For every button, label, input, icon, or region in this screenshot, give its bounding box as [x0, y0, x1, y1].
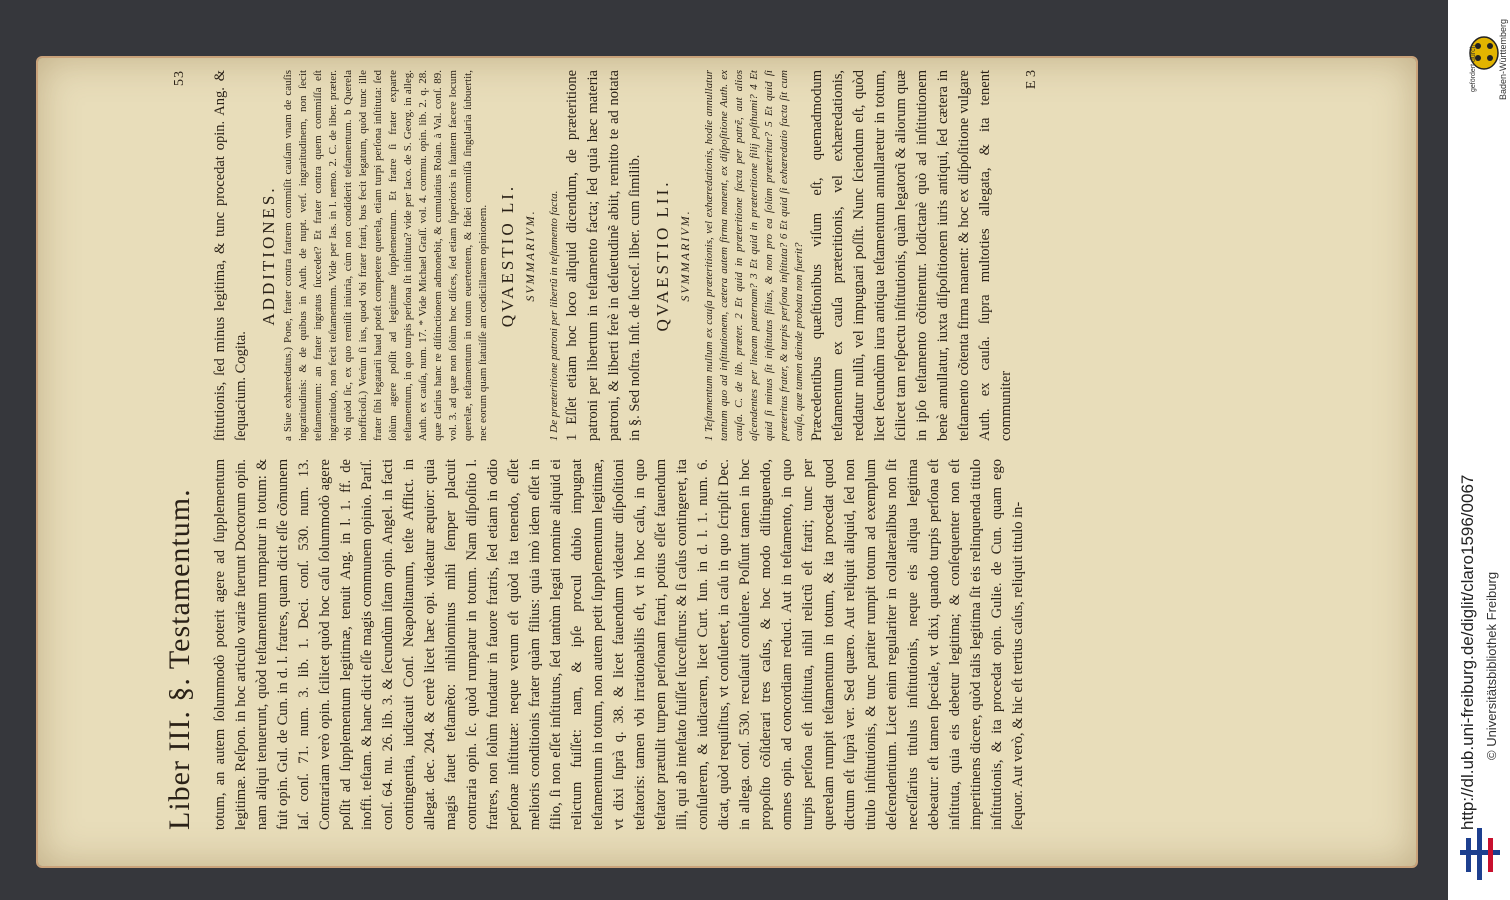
- q51-summary: 1 De præteritione patroni per libertũ in teſtamento facta.: [548, 190, 560, 441]
- running-head-title: Liber III. §. Testamentum.: [163, 488, 196, 830]
- folio-number: 53: [172, 70, 187, 86]
- sponsor-name: Baden-Württemberg: [1498, 18, 1508, 100]
- right-column: [210, 70, 1250, 441]
- additiones-title: ADDITIONES.: [259, 185, 278, 326]
- left-column: [210, 459, 1250, 830]
- q52-summarium-label: SVMMARIVM.: [678, 209, 692, 302]
- text-columns: [210, 70, 1250, 830]
- copyright-notice: © Universitätsbibliothek Freiburg: [1484, 571, 1499, 760]
- q52-summary: 1 Teſtamentum nullum ex cauſa præteritionis, vel exhæredationis, hodie annullatur tantum quo ad inſtitutionem, cætera autem firma manent, ex diſpoſitione Auth. ex cauſa. C. de lib. præter. 2 Et quid in præteritione facta per patrẽ, aut alios aſcendentes per lineam paternam? 3 Et quid in præteritione filij poſthumi? 4 Et quid ſi minus ſit inſtitutus filius, & non pro ea ſolùm præteritur? 5 Et quid ſi præteritus frater, & turpis perſona inſtituta? 6 Et quid ſi exhæredatio facta ſit cum cauſa, quæ tamen deinde probata non fuerit?: [703, 70, 805, 441]
- sponsor-label: gefördert durch: [1470, 44, 1477, 92]
- q52-text: Præcedentibus quæſtionibus viſum eſt, quemadmodum teſtamentum ex cauſa præteritionis, vel exhæredationis, reddatur nullũ, vel impugnari poſſit. Nunc ſciendum eſt, quòd licet ſecundùm iura antiqua teſtamentum annullaretur in totum, ſcilicet tam reſpectu inſtitutionis, quàm legatorũ & aliorum quæ in ipſo teſtamento cõtinentur. Iodictanè quò ad inſtitutionem benè annullatur, iuxta diſpoſitionem iuris antiqui, ſed cætera in teſtamento cõtenta firma manent: & hoc ex diſpoſitione vulgare Auth. ex cauſa. ſupra multoties allegata, & ita tenent communiter: [809, 70, 1014, 441]
- q51-text: 1 Eſſet etiam hoc loco aliquid dicendum, de præteritione patroni per libertum in teſtamento facta; ſed quia hæc materia patroni, & liberti ferè in deſuetudinẽ abiit, remitto te ad notata in §. Sed noſtra. Inſt. de ſucceſ. liber. cum ſimilib.: [564, 70, 643, 441]
- q51-title: QVAESTIO LI.: [498, 183, 517, 328]
- q51-summarium-label: SVMMARIVM.: [523, 209, 537, 302]
- right-column-intro: ſtitutionis, ſed minus legitima, & tunc procedat opin. Ang. & ſequacium. Cogita.: [212, 70, 249, 441]
- library-logo-icon: [1456, 824, 1504, 884]
- running-head: [160, 70, 200, 830]
- additiones-text: a Siue exhæredatus.) Pone, frater contra fratrem commiſit cauſam vnam de cauſis ingratitudinis: & de quibus in Auth. de nupt. verſ. ingratitudinem, non ſecit teſtamentum: an frater ingratus ſuccedet? Et frater contra quem commiſſa eſt ingratitudo, non fecit teſtamentum. Vide per Ias. in l. nemo. 2. C. de liber. præter. vbi quòd ſic, ex quo remiſit iniuria, cùm non condiderit teſtamentum. b Querela inofficioſi.) Verùm ſi ius, quod vbi frater fratri, bus fecit legatum, quòd tunc ille frater ſibi legatarii haud poteſt competere querela, etiam turpi perſona inſtituta: ſed ſolùm agere poſſit ad legitimæ ſupplementum. Et fratre ſi frater exparte teſtamentum, in quo turpis perſona ſit inſtituta? vide per Iaco. de S. Georg. in alleg. Auth. ex cauſa, num. 17. * Vide Michael Graſſ. vol. 4. commu. opin. lib. 2. q. 28. quæ clarius hanc re diſtinctionem admonebit, & cumulatius Rolan. à Val. conſ. 89. vol. 3. ad quæ non ſolùm hoc diſces, ſed etiam ſuperioris in ſtantem facere locum querelæ, teſtamentum in totum euertentem, & fidei commiſſa ſingularia ſubuertit, nec eorum quam ſtatuiſſe am codicillarem opinionem.: [282, 70, 489, 441]
- signature-mark: E 3: [1024, 70, 1039, 90]
- left-column-text: totum, an autem ſolummodò poterit agere ad ſupplementum legitimæ. Reſpon. in hoc articulo variæ fuerunt Doctorum opin. nam aliqui tenuerunt, quòd teſtamentum rumpatur in totum: & fuit opin. Gul. de Cun. in d. l. fratres, quam dicit eſſe cõmunem Iaſ. conſ. 71. num. 3. lib. 1. Deci. conſ. 530. num. 13. Contrariam verò opin. ſcilicet quòd hoc caſu ſolummodò agere poſſit ad ſupplementum legitimæ, tenuit Ang. in l. 1. ff. de inoffi. teſtam. & hanc dicit eſſe magis communem opinio. Pariſ. conſ. 64. nu. 26. lib. 3. & ſecundùm iſtam opin. Angel. in facti contingentia, iudicauit Conſ. Neapolitanum, teſte Afflict. in allegat. dec. 204. & certè licet hæc opi. videatur æquior: quia magis fauet teſtamẽto: nihilominus mihi ſemper placuit contraria opin. ſc. quòd rumpatur in totum. Nam diſpoſitio l. fratres, non ſolùm fundatur in fauore fratris, ſed etiam in odio perſonæ inſtitutæ: neque verum eſt quòd ita tenendo, eſſet melioris conditionis frater quàm filius: quia imò idem eſſet in filio, ſi non eſſet inſtitutus, ſed tantùm legati nomine aliquid ei relictum fuiſſet: nam, & ipſe procul dubio impugnat teſtamentum in totum, non autem petit ſupplementum legitimæ, vt dixi ſuprà q. 38. & licet fauendum videatur diſpoſitioni teſtatoris: tamen vbi irrationabilis eſt, vt in hoc caſu, in quo teſtator prætulit turpem perſonam fratri, potius eſſet fauendum illi, qui ab inteſtato fuiſſet ſucceſſurus: & ſi caſus contingeret, ita conſulerem, & iudicarem, licet Curt. Iun. in d. l. 1. num. 6. dicat, quòd requiſitus, vt conſuleret, in caſu in quo ſcripſit Dec. in allega. conſ. 530. recuſauit conſulere. Poſſunt tamen in hoc propoſito cõſiderari tres caſus, & hoc modo diſtinguendo, omnes opin. ad concordiam reduci. Aut in teſtamento, in quo turpis perſona eſt inſtituta, nihil relictũ eſt fratri; tunc per querelam rumpit teſtamentum in totum, & ita procedat quod dictum eſt ſuprà ver. Sed quæro. Aut reliquit aliquid, ſed non titulo inſtitutionis, & tunc pariter rumpit totum ad exemplum deſcendentium. Licet enim regulariter in collateralibus non ſit neceſſarius titulus inſtitutionis, neque eis aliqua legitima debeatur: eſt tamen ſpeciale, vt dixi, quando turpis perſona eſt inſtituta, quia eis debetur legitima; & conſequenter non eſt imperitinens dicere, quòd talis legitima ſit eis relinquenda titulo inſtitutionis, & ita procedat opin. Gulie. de Cun. quam ego ſequor. Aut verò, & hic eſt tertius caſus, reliquit titulo in-: [212, 459, 1026, 830]
- q52-title: QVAESTIO LII.: [653, 179, 672, 332]
- page-content: [160, 70, 1260, 830]
- document-url[interactable]: http://dl.ub.uni-freiburg.de/diglit/claro1596/0067: [1458, 474, 1477, 830]
